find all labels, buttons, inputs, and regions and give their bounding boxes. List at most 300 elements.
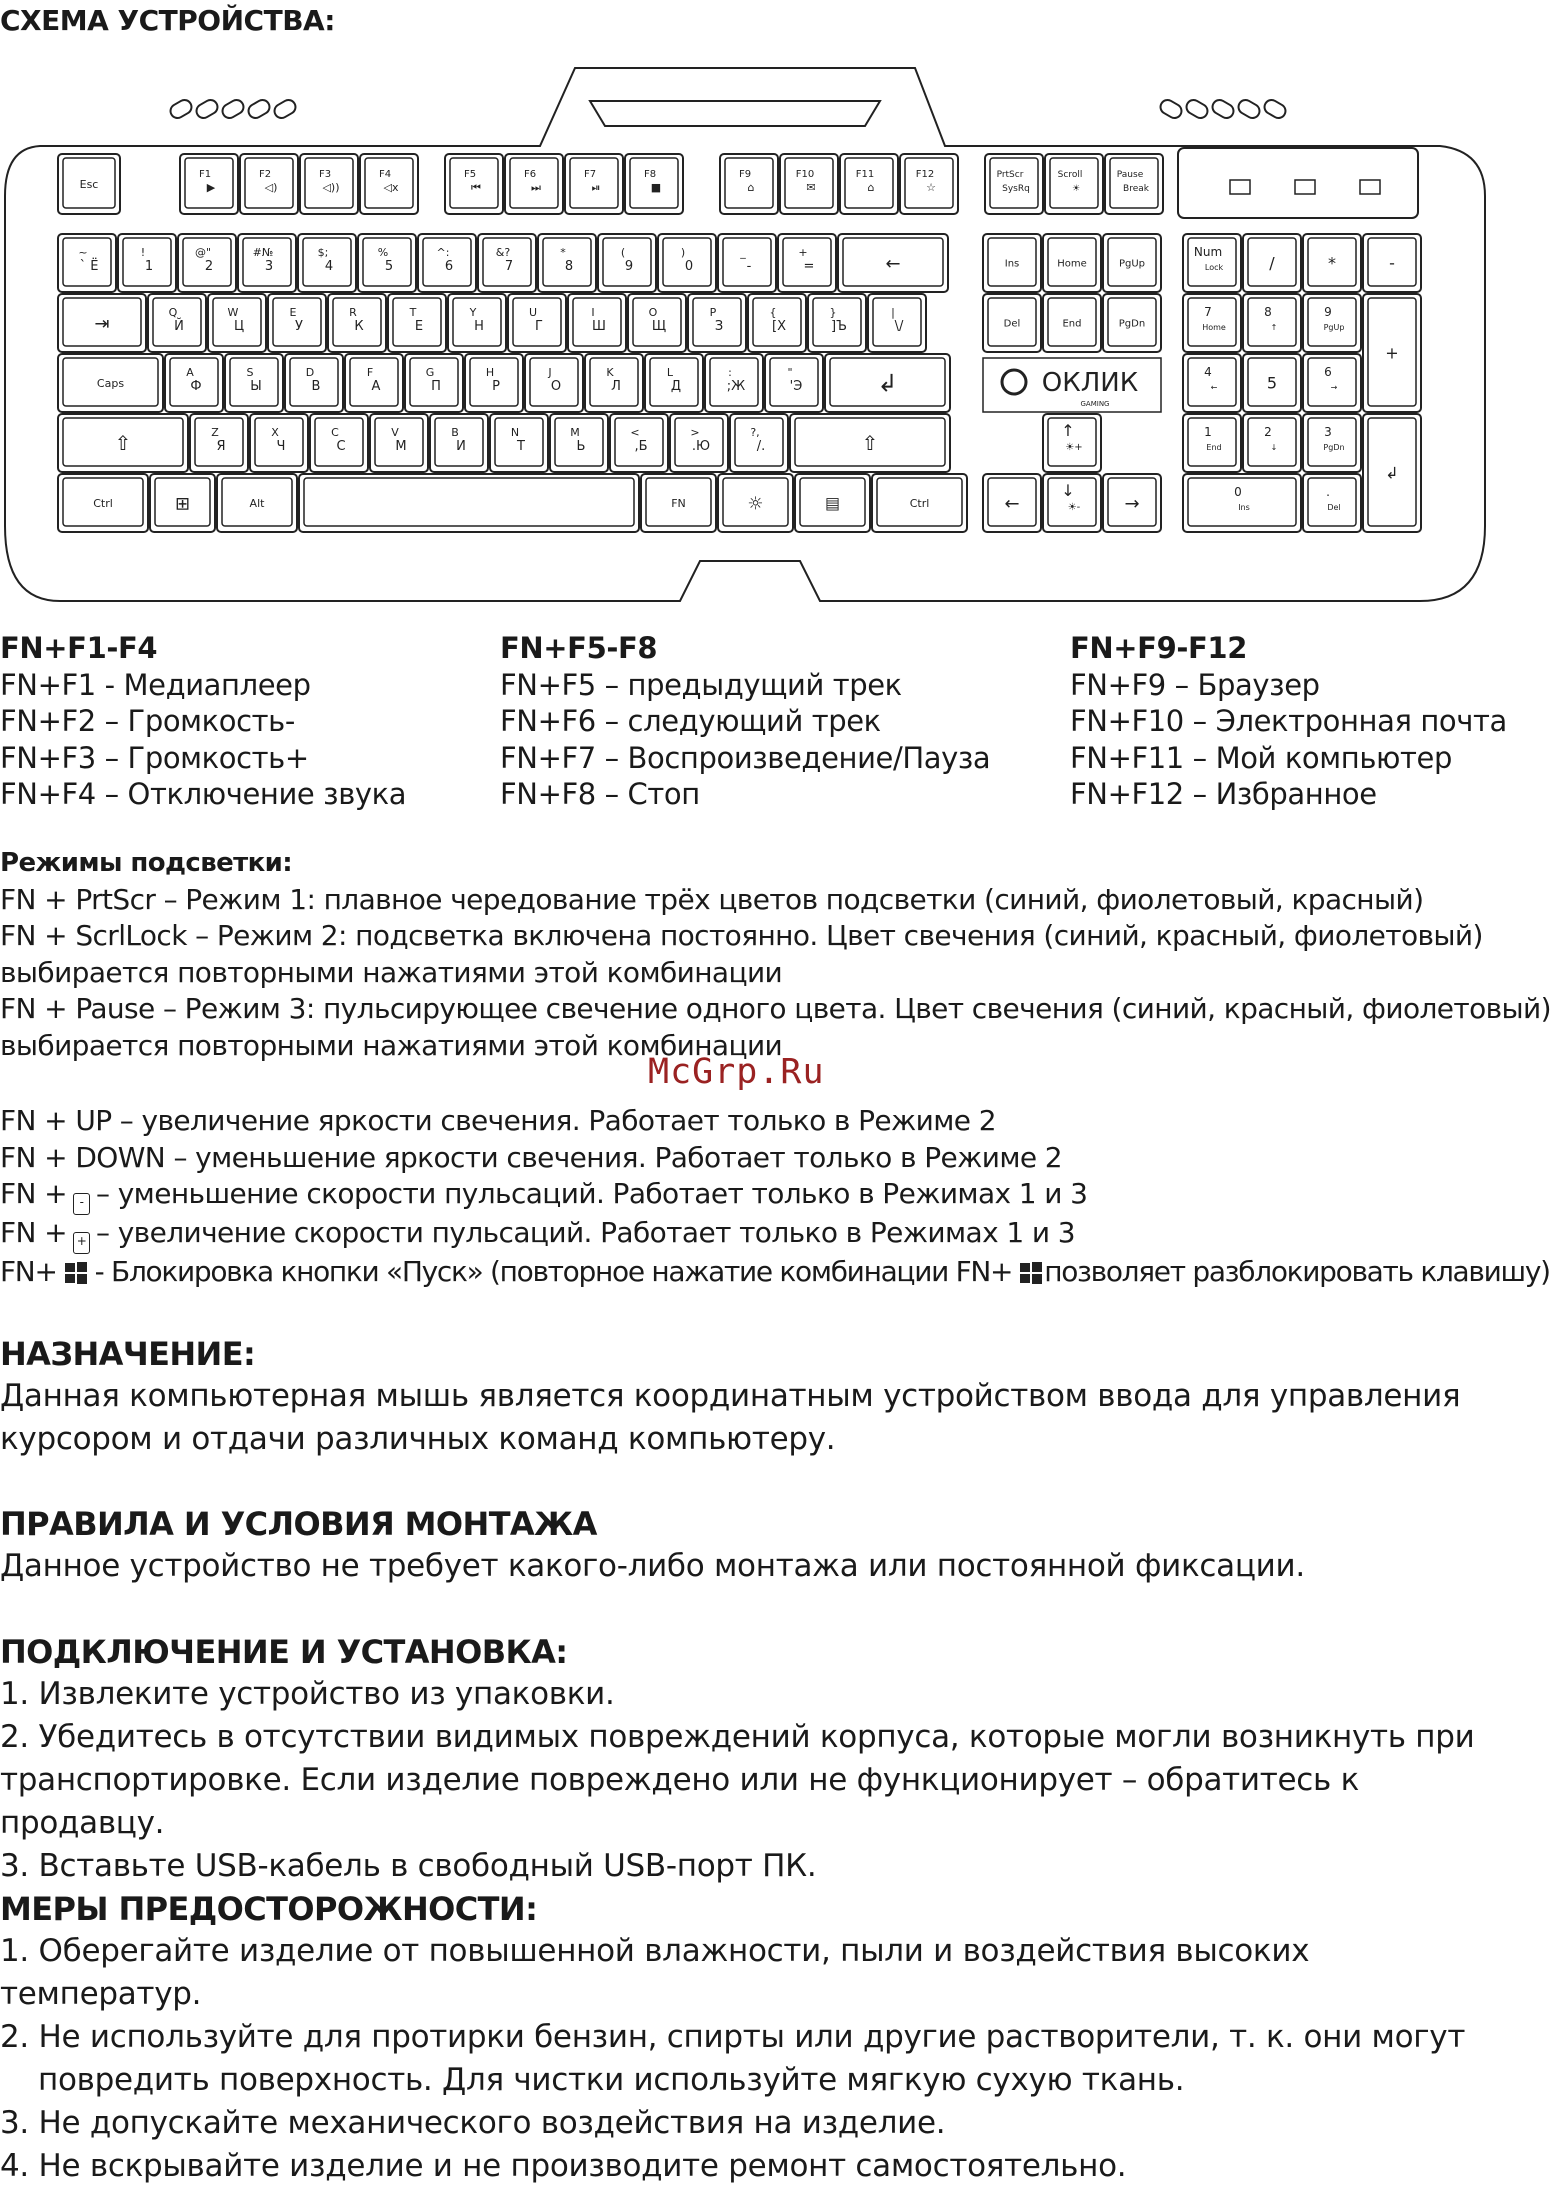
key-label-bottom: ]Ъ [831,318,847,334]
key-numpad[interactable] [1183,354,1241,412]
key-alt[interactable] [217,474,297,532]
key-label-bottom: 'Э [789,378,803,394]
fn-line: FN+F12 – Избранное [1070,777,1377,811]
key-label-bottom: Ы [250,378,262,394]
key-row1[interactable] [178,234,236,292]
key-label-top: 1 [1204,425,1212,440]
key-label-bottom: Del [1327,502,1341,512]
section-mounting [0,1505,1488,1588]
key-label-bottom: 6 [444,258,454,274]
key-menu[interactable] [795,474,870,532]
key-row3[interactable] [285,354,343,412]
key-label-top: W [227,306,239,320]
win-lock-suffix: позволяет разблокировать клавишу) [1044,1255,1550,1288]
key-row4[interactable] [550,414,608,472]
key-light[interactable] [718,474,793,532]
key-f3[interactable] [300,154,358,214]
key-label-top: Z [211,426,219,440]
key-label-bottom: ,Б [634,438,648,454]
key-numpad[interactable] [1183,474,1301,532]
key-label-bottom: Ш [592,318,606,334]
section-text: транспортировке. Если изделие повреждено или не функционирует – обратитесь к продавцу. [0,1762,1360,1841]
key-numpad[interactable] [1183,234,1241,292]
key-label-bottom: З [714,318,724,334]
section-text: Данная компьютерная мышь является координатным устройством ввода для управления [0,1378,1461,1414]
key-row1[interactable] [478,234,536,292]
key-row2[interactable] [508,294,566,352]
key-label-bottom: Т [517,438,525,454]
key-f2[interactable] [240,154,298,214]
key-label-top: F7 [583,168,597,180]
key-row3[interactable] [465,354,523,412]
backlight-line: FN + Pause – Режим 3: пульсирующее свечение одного цвета. Цвет свечения (синий, красный, фиолетовый) [0,992,1551,1025]
key-label-top: 7 [1204,305,1212,320]
key-label-top: % [377,246,389,260]
key-label-bottom: = [803,258,815,274]
key-row2[interactable] [388,294,446,352]
key-label-bottom: Break [1123,184,1149,195]
key-row4[interactable] [370,414,428,472]
key-label-top: P [709,306,717,320]
key-label: Ctrl [93,496,113,510]
section-text: 2. Не используйте для протирки бензин, спирты или другие растворители, т. к. они могут [0,2019,1466,2055]
key-label: Ins [1004,258,1020,270]
watermark: McGrp.Ru [648,1052,825,1092]
section-heading: ПОДКЛЮЧЕНИЕ И УСТАНОВКА: [0,1633,568,1671]
fn-line: FN+F8 – Стоп [500,777,700,811]
key-row4[interactable] [310,414,368,472]
key-label: * [1328,253,1336,273]
vent-slot [272,97,298,120]
key-row4[interactable] [490,414,548,472]
key-label-top: V [391,426,399,440]
key-numpad[interactable] [1303,294,1361,352]
key-down[interactable] [1043,474,1101,532]
key-label-top: 0 [1234,485,1242,500]
key-label: ↲ [1385,463,1399,483]
key-numpad[interactable] [1243,294,1301,352]
key-label-bottom: ↑ [1270,322,1278,332]
key-label-bottom: ☆ [926,181,936,195]
key-row1[interactable] [778,234,836,292]
key-label: ⊞ [174,493,191,515]
key-row1[interactable] [358,234,416,292]
section-text: повредить поверхность. Для чистки используйте мягкую сухую ткань. [38,2062,1185,2098]
key-label-top: ( [620,246,626,260]
key-label-top: Pause [1116,169,1144,180]
key-label-top: > [690,426,700,440]
key-row2[interactable] [568,294,626,352]
key-label: ← [1004,493,1020,515]
key-numpad[interactable] [1183,414,1241,472]
key-label-bottom: 8 [564,258,574,274]
key-label-top: S [246,366,254,380]
key-label-bottom: О [550,378,562,394]
key-numpad[interactable] [1303,474,1361,532]
logo-subtext: GAMING [1080,400,1110,408]
key-label: ← [885,253,901,275]
key-row2[interactable] [328,294,386,352]
section-connection [0,1633,1488,1888]
fn-line: FN+F4 – Отключение звука [0,777,407,811]
key-label-bottom: ⏮ [471,181,481,195]
key-label-bottom: У [295,318,303,334]
key-space[interactable] [299,474,639,532]
key-label: → [1124,493,1140,515]
section-text: 1. Извлеките устройство из упаковки. [0,1676,615,1712]
key-esc[interactable] [58,154,120,214]
key-row2[interactable] [868,294,926,352]
key-label-bottom: /. [756,438,766,454]
key-row2[interactable] [808,294,866,352]
key-label-bottom: Д [670,378,682,394]
keyboard-diagram [0,56,1488,616]
key-f6[interactable] [505,154,563,214]
key-numpad[interactable] [1303,414,1361,472]
key-label: + [1385,343,1399,363]
key-label-bottom: ← [1210,382,1218,392]
key-row2[interactable] [628,294,686,352]
brightness-controls [0,1103,1550,1291]
key-numpad[interactable] [1303,234,1361,292]
backlight-line: выбирается повторными нажатиями этой комбинации [0,955,783,989]
win-lock-prefix: FN+ [0,1255,57,1288]
key-label-top: " [787,366,793,380]
fn-line: FN+F11 – Мой компьютер [1070,740,1452,775]
key-tab[interactable] [58,294,146,352]
key-row3[interactable] [765,354,823,412]
fn-group-1 [0,630,406,813]
key-label-top: ~ [78,246,88,260]
key-label: 5 [1266,373,1278,393]
key-label-bottom: ⏭ [531,181,541,195]
key-label-top: F5 [463,168,477,180]
key-label-top: F9 [738,168,752,180]
vent-slot [246,97,272,120]
key-label-bottom: [Х [772,318,786,334]
key-row1[interactable] [238,234,296,292]
key-row2[interactable] [148,294,206,352]
key-label: / [1269,253,1275,273]
key-row2[interactable] [208,294,266,352]
key-row2[interactable] [748,294,806,352]
key-f10[interactable] [780,154,838,214]
key-label-top: F4 [378,168,392,180]
key-label-bottom: ;Ж [726,378,746,394]
key-windows[interactable] [150,474,215,532]
key-ctrl-right[interactable] [872,474,967,532]
key-label: Esc [79,177,99,191]
fn-line: FN+F10 – Электронная почта [1070,704,1507,738]
backlight-modes [0,845,1551,1064]
key-label: PgDn [1118,318,1146,330]
section-heading: ПРАВИЛА И УСЛОВИЯ МОНТАЖА [0,1505,597,1543]
key-f4[interactable] [360,154,418,214]
key-row4[interactable] [250,414,308,472]
key-numpad[interactable] [1363,294,1421,412]
key-label-top: C [331,426,339,440]
key-row3[interactable] [165,354,223,412]
key-row2[interactable] [688,294,746,352]
key-label-top: B [451,426,459,440]
key-pause[interactable] [1105,154,1163,214]
key-label-top: O [648,306,658,320]
key-row1[interactable] [598,234,656,292]
section-text: Данное устройство не требует какого-либо монтажа или постоянной фиксации. [0,1548,1305,1584]
key-label-top: 6 [1324,365,1332,380]
key-f5[interactable] [445,154,503,214]
section-text: 3. Не допускайте механического воздействия на изделие. [0,2105,946,2141]
key-label-top: H [485,366,495,380]
key-label-top: $; [317,246,329,260]
key-right[interactable] [1103,474,1161,532]
key-label-bottom: ✉ [806,181,816,195]
key-label-top: F1 [198,168,212,180]
key-label-top: 4 [1204,365,1212,380]
key-row1[interactable] [718,234,776,292]
key-label-top: _ [740,246,746,260]
backlight-line: FN + ScrlLock – Режим 2: подсветка включена постоянно. Цвет свечения (синий, красный, фиолетовый) [0,919,1483,952]
key-label-bottom: ■ [650,181,662,195]
key-numpad[interactable] [1243,354,1301,412]
key-del[interactable] [983,294,1041,352]
key-label-top: R [349,306,357,320]
key-left[interactable] [983,474,1041,532]
key-backspace[interactable] [838,234,948,292]
key-shift-left[interactable] [58,414,188,472]
backlight-heading: Режимы подсветки: [0,848,293,878]
key-pgdn[interactable] [1103,294,1161,352]
fn-group-2 [500,630,990,813]
key-label-top: Scroll [1057,169,1083,180]
top-bar-slot [590,101,880,126]
key-label-bottom: - [746,258,752,274]
fn-group-heading: FN+F5-F8 [500,631,658,665]
key-label-bottom: ⌂ [747,181,755,195]
key-f1[interactable] [180,154,238,214]
section-text: 2. Убедитесь в отсутствии видимых повреждений корпуса, которые могли возникнуть при [0,1719,1475,1755]
key-ctrl-left[interactable] [58,474,148,532]
key-label: Del [1003,318,1021,330]
key-label-bottom: В [311,378,321,394]
key-label-top: K [606,366,614,380]
key-prtscr[interactable] [985,154,1043,214]
key-end[interactable] [1043,294,1101,352]
key-label-bottom: Я [216,438,226,454]
key-label-bottom: Ф [190,378,202,394]
key-row2[interactable] [448,294,506,352]
key-scroll[interactable] [1045,154,1103,214]
key-label-bottom: Г [535,318,543,334]
fn-group-heading: FN+F9-F12 [1070,631,1247,665]
key-fn[interactable] [641,474,716,532]
key-label: Ctrl [909,496,930,510]
key-row3[interactable] [705,354,763,412]
vent-slot [1236,97,1262,120]
key-label-bottom: С [336,438,346,454]
key-label: ↲ [877,369,898,398]
key-row1[interactable] [58,234,116,292]
speed-up-prefix: FN + [0,1216,68,1249]
key-numpad[interactable] [1363,234,1421,292]
key-label-bottom: \/ [894,318,904,334]
key-label-bottom: Ins [1238,502,1250,512]
fn-line: FN+F1 - Медиаплеер [0,667,311,702]
key-row3[interactable] [225,354,283,412]
speed-down-line [0,1176,1550,1215]
key-label-bottom: Ч [276,438,286,454]
key-up[interactable] [1043,414,1101,472]
brightness-down-line: FN + DOWN – уменьшение яркости свечения. Работает только в Режиме 2 [0,1140,1062,1174]
key-label-bottom: Е [414,318,424,334]
fn-line: FN+F6 – следующий трек [500,704,881,738]
key-label-top: T [409,306,417,320]
key-label-top: U [528,306,538,320]
speed-up-line [0,1215,1550,1254]
key-label-bottom: А [371,378,381,394]
key-label-bottom: End [1206,442,1222,452]
brand-logo [983,358,1161,412]
key-label-top: D [305,366,315,380]
key-f7[interactable] [565,154,623,214]
key-label-top: 2 [1264,425,1272,440]
backlight-line: FN + PrtScr – Режим 1: плавное чередование трёх цветов подсветки (синий, фиолетовый, красный) [0,882,1424,916]
key-label-bottom: ` Ё [79,258,99,274]
key-shift-right[interactable] [790,414,950,472]
key-label-top: L [666,366,674,380]
fn-line: FN+F9 – Браузер [1070,667,1320,702]
key-home[interactable] [1043,234,1101,292]
section-text: 4. Не вскрывайте изделие и не производите ремонт самостоятельно. [0,2148,1127,2184]
key-label: ▤ [824,493,841,513]
speed-up-text: – увеличение скорости пульсаций. Работает только в Режимах 1 и 3 [96,1216,1075,1249]
page-title: СХЕМА УСТРОЙСТВА: [0,4,335,37]
key-label-top: I [591,306,595,320]
key-label-bottom: → [1330,382,1338,392]
key-label-top: ^: [436,246,450,260]
led-panel [1178,148,1418,218]
key-label-top: F11 [855,168,875,180]
key-numpad[interactable] [1243,234,1301,292]
key-label-top: 8 [1264,305,1272,320]
key-label-top: + [798,246,808,260]
key-label-top: { [769,306,777,320]
windows-icon [1020,1262,1042,1284]
key-label-bottom: ☀ [1071,184,1081,195]
key-label-bottom: М [395,438,407,454]
key-row4[interactable] [610,414,668,472]
key-label-bottom: ☀- [1067,501,1081,513]
key-enter[interactable] [825,354,950,412]
key-label: PgUp [1118,258,1146,270]
key-label-bottom: 1 [144,258,154,274]
key-row1[interactable] [418,234,476,292]
key-row3[interactable] [525,354,583,412]
key-caps[interactable] [58,354,163,412]
key-label-bottom: Щ [651,318,667,334]
key-row1[interactable] [298,234,356,292]
key-label-top: M [570,426,580,440]
key-f8[interactable] [625,154,683,214]
section-safety [0,1890,1488,2188]
key-numpad[interactable] [1183,294,1241,352]
key-ins[interactable] [983,234,1041,292]
windows-icon [65,1262,87,1284]
key-numpad[interactable] [1243,414,1301,472]
key-row3[interactable] [585,354,643,412]
key-pgup[interactable] [1103,234,1161,292]
key-label: ⇥ [94,313,110,335]
section-text: курсором и отдачи различных команд компьютеру. [0,1421,836,1457]
key-row3[interactable] [405,354,463,412]
key-label-top: #№ [252,246,274,260]
key-label-top: &? [495,246,511,260]
key-f12[interactable] [900,154,958,214]
key-label-bottom: П [431,378,441,394]
key-label-top: F12 [915,168,935,180]
key-label-bottom: 7 [504,258,514,274]
vent-slot [1158,97,1184,120]
key-label-bottom: ◁) [264,181,278,195]
key-label: Alt [249,496,265,510]
vent-slot [194,97,220,120]
key-row1[interactable] [118,234,176,292]
section-text: 1. Оберегайте изделие от повышенной влажности, пыли и воздействия высоких температур. [0,1933,1310,2012]
key-label-top: F8 [643,168,657,180]
speed-down-text: – уменьшение скорости пульсаций. Работает только в Режимах 1 и 3 [96,1177,1088,1210]
key-numpad[interactable] [1363,414,1421,532]
key-label-bottom: ⏯ [591,181,601,195]
key-row3[interactable] [645,354,703,412]
key-label: End [1062,318,1082,330]
key-label-top: 3 [1324,425,1332,440]
key-row4[interactable] [670,414,728,472]
key-label-bottom: 9 [624,258,634,274]
key-label-top: @" [194,246,212,260]
key-label-bottom: 0 [684,258,694,274]
key-label-bottom: Ь [576,438,586,454]
key-label-top: F2 [258,168,272,180]
vent-slot [220,97,246,120]
key-f9[interactable] [720,154,778,214]
key-label-bottom: PgDn [1323,442,1345,452]
fn-line: FN+F7 – Воспроизведение/Пауза [500,740,991,775]
key-label-top: * [560,246,566,260]
key-label: ⇧ [114,431,132,455]
key-row1[interactable] [538,234,596,292]
key-label-top: F10 [795,168,815,180]
key-label-top: F3 [318,168,332,180]
key-label: FN [671,496,686,510]
key-label-bottom: К [354,318,364,334]
key-label-bottom: Ц [233,318,245,334]
key-row4[interactable] [190,414,248,472]
key-label-top: ! [140,246,146,260]
key-label-top: PrtScr [996,169,1024,180]
key-label: Home [1057,258,1087,270]
key-row2[interactable] [268,294,326,352]
win-lock-line [0,1254,1550,1291]
key-f11[interactable] [840,154,898,214]
key-row3[interactable] [345,354,403,412]
key-row1[interactable] [658,234,716,292]
section-heading: НАЗНАЧЕНИЕ: [0,1335,256,1373]
key-row4[interactable] [430,414,488,472]
key-row4[interactable] [730,414,788,472]
key-numpad[interactable] [1303,354,1361,412]
key-label-top: | [891,306,895,320]
key-label: Caps [96,376,125,390]
